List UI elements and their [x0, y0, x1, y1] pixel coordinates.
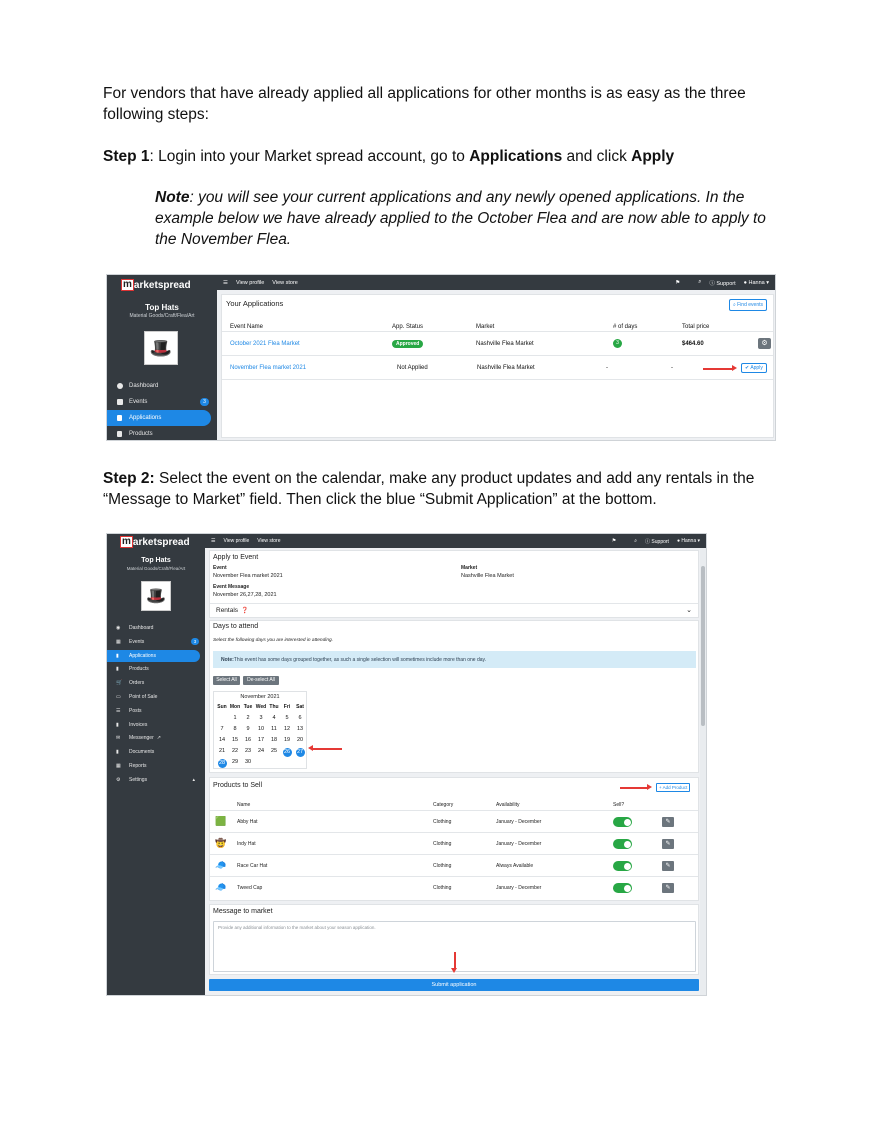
- event-message-value: November 26,27,28, 2021: [213, 592, 277, 598]
- vendor-name: Top Hats: [145, 303, 179, 312]
- calendar-day[interactable]: 8: [233, 726, 237, 732]
- scrollbar[interactable]: [700, 548, 706, 996]
- view-profile-link[interactable]: View profile: [235, 279, 265, 286]
- table-row: [222, 355, 773, 379]
- register-icon: ▭: [116, 694, 121, 700]
- table-row: [210, 810, 698, 832]
- calendar-day[interactable]: 20: [296, 737, 304, 743]
- sidebar-item-products[interactable]: [107, 427, 217, 441]
- brand-logo[interactable]: [120, 536, 190, 548]
- posts-icon: ☰: [116, 707, 121, 714]
- calendar-day[interactable]: 5: [285, 715, 289, 721]
- external-link-icon: ↗: [156, 735, 161, 742]
- calendar-icon: [117, 399, 123, 405]
- product-category: Clothing: [433, 841, 452, 847]
- calendar-day[interactable]: 12: [283, 726, 291, 732]
- total-price: -: [671, 364, 673, 371]
- calendar-day[interactable]: 17: [257, 737, 265, 743]
- calendar-day-selected[interactable]: 26: [283, 749, 291, 755]
- file-icon: ▮: [116, 652, 119, 659]
- product-availability: January - December: [496, 841, 542, 847]
- messenger-icon: ✉: [116, 735, 121, 742]
- calendar-day[interactable]: 25: [270, 748, 278, 754]
- weekday-label: Wed: [255, 704, 267, 710]
- sidebar-item-label: Invoices: [129, 721, 148, 728]
- calendar-day[interactable]: 24: [257, 748, 265, 754]
- calendar: [213, 691, 307, 769]
- header-status: App. Status: [392, 324, 424, 330]
- step1-label: Step 1: [103, 148, 150, 165]
- header-category: Category: [433, 802, 454, 808]
- info-note-label: Note:: [221, 656, 234, 663]
- sidebar-item-dashboard[interactable]: [107, 622, 205, 634]
- calendar-day[interactable]: 1: [233, 715, 237, 721]
- product-availability: January - December: [496, 885, 542, 891]
- sidebar-item-label: Applications: [129, 652, 156, 659]
- sidebar-item-invoices[interactable]: [107, 719, 205, 731]
- vendor-name: Top Hats: [141, 557, 171, 564]
- sidebar-item-label: Events: [129, 638, 145, 645]
- sidebar: [107, 275, 217, 441]
- table-divider: [222, 379, 773, 380]
- calendar-day[interactable]: 15: [231, 737, 239, 743]
- weekday-label: Thu: [269, 704, 279, 710]
- table-row: [210, 876, 698, 898]
- step1-text-a: : Login into your Market spread account, go to: [149, 148, 470, 165]
- settings-icon: ⚙: [116, 776, 121, 783]
- total-price: $464.60: [682, 340, 704, 347]
- weekday-label: Mon: [229, 704, 241, 710]
- product-thumbnail: 🧢: [215, 882, 227, 892]
- header-availability: Availability: [496, 802, 520, 808]
- calendar-day[interactable]: 13: [296, 726, 304, 732]
- calendar-day[interactable]: 30: [244, 759, 252, 765]
- sidebar-item-events[interactable]: [107, 395, 217, 409]
- applications-card: [221, 294, 774, 438]
- event-value: November Flea market 2021: [213, 573, 283, 579]
- days-subtitle: Select the following days you are interested in attending.: [213, 638, 333, 643]
- calendar-month: November 2021: [240, 694, 280, 700]
- event-link[interactable]: November Flea market 2021: [230, 364, 307, 371]
- weekday-label: Fri: [283, 704, 291, 710]
- logo-text: arketspread: [132, 536, 190, 548]
- sidebar-item-label: Point of Sale: [129, 694, 158, 700]
- calendar-icon: ▦: [116, 638, 121, 645]
- calendar-day[interactable]: 29: [231, 759, 239, 765]
- sidebar-item-label: Products: [129, 431, 153, 437]
- event-label: Event: [213, 565, 227, 571]
- product-thumbnail: 🤠: [215, 838, 227, 848]
- red-arrow-add-product: [620, 787, 648, 789]
- sidebar-item-events[interactable]: [107, 636, 205, 648]
- sidebar-item-label: Reports: [129, 763, 147, 769]
- events-count-badge: 3: [191, 638, 199, 645]
- sidebar-item-point-of-sale[interactable]: [107, 691, 205, 703]
- logo-mark: m: [123, 279, 132, 290]
- info-note: [213, 651, 696, 668]
- step1-text-b: and click: [562, 148, 632, 165]
- flag-icon[interactable]: ⚑: [611, 538, 617, 544]
- top-bar: [205, 534, 706, 548]
- table-row: [210, 832, 698, 854]
- calendar-day[interactable]: 18: [270, 737, 278, 743]
- sidebar-item-label: Documents: [129, 749, 155, 756]
- user-menu[interactable]: ● Hanna ▾: [676, 538, 700, 544]
- header-name: Name: [237, 802, 251, 808]
- sidebar-item-reports[interactable]: [107, 760, 205, 772]
- days-count: 3: [613, 339, 622, 348]
- sidebar-item-posts[interactable]: [107, 705, 205, 717]
- sidebar-item-label: Dashboard: [129, 625, 154, 631]
- weekday-label: Sun: [217, 704, 227, 710]
- days-count: -: [606, 364, 608, 371]
- note-paragraph: [155, 187, 775, 250]
- product-name: Abby Hat: [237, 819, 258, 825]
- weekday-label: Sat: [296, 704, 304, 710]
- sidebar-item-messenger[interactable]: [107, 732, 205, 744]
- note-label: Note: [155, 189, 190, 206]
- sidebar-item-applications[interactable]: [107, 410, 211, 426]
- edit-icon[interactable]: ✎: [662, 839, 674, 849]
- find-events-label: Find events: [737, 302, 763, 308]
- apply-button[interactable]: ✔ Apply: [741, 363, 767, 373]
- status-text: Not Applied: [397, 364, 428, 371]
- sidebar-item-label: Orders: [129, 680, 145, 687]
- calendar-day[interactable]: 14: [218, 737, 226, 743]
- product-thumbnail: 🧢: [215, 860, 227, 870]
- step2-paragraph: [103, 468, 783, 510]
- apply-title: Apply to Event: [213, 554, 259, 561]
- sidebar-item-label: Posts: [129, 707, 142, 714]
- dashboard-icon: ◉: [116, 625, 121, 631]
- brand-logo[interactable]: [121, 279, 191, 291]
- header-price: Total price: [682, 324, 710, 330]
- gear-icon[interactable]: ⚙: [758, 338, 771, 349]
- market-value: Nashville Flea Market: [461, 573, 514, 579]
- calendar-day[interactable]: 2: [246, 715, 250, 721]
- step2-label: Step 2:: [103, 470, 155, 487]
- sell-toggle[interactable]: [613, 817, 632, 827]
- calendar-day[interactable]: 16: [244, 737, 252, 743]
- file-icon: [117, 415, 122, 421]
- search-icon[interactable]: ⌕: [634, 538, 638, 544]
- calendar-day[interactable]: 4: [272, 715, 276, 721]
- info-note-text: This event has some days grouped together, as such a single selection will sometimes include more than one day.: [233, 656, 487, 663]
- reports-icon: ▦: [116, 763, 121, 769]
- product-name: Race Car Hat: [237, 863, 268, 869]
- step1-bold-apply: Apply: [631, 148, 675, 165]
- header-event: Event Name: [230, 324, 264, 330]
- scrollbar-thumb[interactable]: [701, 566, 705, 726]
- calendar-day-selected[interactable]: 27: [296, 749, 304, 755]
- red-arrow-calendar: [312, 748, 342, 750]
- sidebar-item-orders[interactable]: [107, 677, 205, 689]
- user-menu[interactable]: ● Hanna ▾: [743, 279, 769, 286]
- view-profile-link[interactable]: View profile: [223, 538, 250, 544]
- product-availability: Always Available: [496, 863, 534, 869]
- calendar-day[interactable]: 11: [271, 726, 277, 732]
- calendar-day[interactable]: 10: [257, 726, 265, 732]
- submit-application-button[interactable]: Submit application: [209, 979, 699, 991]
- sell-toggle[interactable]: [613, 861, 632, 871]
- calendar-day[interactable]: 6: [298, 715, 302, 721]
- weekday-label: Tue: [243, 704, 253, 710]
- calendar-day-selected[interactable]: 28: [218, 760, 226, 766]
- market-name: Nashville Flea Market: [476, 340, 534, 347]
- applications-title: Your Applications: [226, 299, 284, 308]
- flag-icon[interactable]: ⚑: [675, 279, 681, 286]
- events-count-badge: 3: [200, 398, 209, 406]
- event-message-label: Event Message: [213, 584, 250, 590]
- rentals-label: Rentals: [216, 607, 239, 614]
- support-link[interactable]: ⓘ Support: [709, 280, 736, 287]
- caret-up-icon: ▴: [192, 776, 195, 783]
- document-icon: ▮: [116, 749, 119, 756]
- red-arrow-apply: [703, 368, 733, 370]
- header-days: # of days: [613, 324, 638, 330]
- add-product-button[interactable]: + Add Product: [656, 783, 690, 792]
- invoice-icon: ▮: [116, 721, 119, 728]
- vendor-avatar: 🎩: [144, 331, 178, 365]
- select-all-button[interactable]: Select All: [213, 676, 240, 685]
- intro-paragraph: For vendors that have already applied all applications for other months is as easy as the three following steps:: [103, 85, 746, 123]
- deselect-all-button[interactable]: De-select All: [243, 676, 279, 685]
- days-card: [209, 620, 699, 773]
- screenshot-applications: [106, 274, 776, 441]
- header-sell: Sell?: [613, 802, 625, 808]
- vendor-avatar: 🎩: [141, 581, 171, 611]
- calendar-day[interactable]: 7: [220, 726, 224, 732]
- calendar-day[interactable]: 21: [218, 748, 226, 754]
- product-icon: ▮: [116, 666, 119, 673]
- view-store-link[interactable]: View store: [272, 279, 298, 286]
- menu-icon[interactable]: ☰: [211, 538, 216, 544]
- sidebar-item-settings[interactable]: [107, 774, 205, 786]
- product-category: Clothing: [433, 885, 452, 891]
- calendar-day[interactable]: 9: [246, 726, 250, 732]
- logo-mark: m: [122, 536, 131, 547]
- sidebar-item-documents[interactable]: [107, 746, 205, 758]
- user-name: Hanna: [748, 279, 765, 286]
- edit-icon[interactable]: ✎: [662, 817, 674, 827]
- top-bar: [217, 275, 775, 290]
- support-label: Support: [716, 280, 736, 287]
- header-market: Market: [476, 324, 495, 330]
- status-badge: Approved: [392, 340, 423, 348]
- market-label: Market: [461, 565, 478, 571]
- apply-label: Apply: [750, 364, 763, 371]
- product-thumbnail: 🟩: [215, 816, 227, 826]
- screenshot-apply-to-event: [106, 533, 707, 996]
- calendar-day[interactable]: 22: [231, 748, 239, 754]
- market-name: Nashville Flea Market: [477, 364, 535, 371]
- event-link[interactable]: October 2021 Flea Market: [230, 340, 300, 347]
- product-name: Tweed Cap: [237, 885, 263, 891]
- calendar-day[interactable]: 23: [244, 748, 252, 754]
- products-card: [209, 777, 699, 901]
- note-text: : you will see your current applications and any newly opened applications. In the example below we have already applied to the October Flea and are now able to apply to the November Flea.: [155, 189, 766, 248]
- calendar-day[interactable]: 3: [259, 715, 263, 721]
- view-store-link[interactable]: View store: [257, 538, 281, 544]
- calendar-day[interactable]: 19: [283, 737, 291, 743]
- menu-icon[interactable]: ☰: [223, 279, 228, 286]
- message-title: Message to market: [213, 908, 273, 915]
- user-name: Hanna: [681, 538, 697, 544]
- search-icon[interactable]: ⌕: [698, 279, 702, 285]
- rentals-accordion[interactable]: [210, 603, 698, 618]
- step1-bold-applications: Applications: [469, 148, 563, 165]
- dashboard-icon: [117, 383, 123, 389]
- days-title: Days to attend: [213, 623, 259, 630]
- sidebar-item-label: Events: [129, 399, 148, 405]
- sidebar-item-label: Settings: [129, 776, 148, 783]
- sidebar-item-applications[interactable]: [107, 650, 200, 662]
- sidebar-item-products[interactable]: [107, 663, 205, 675]
- table-row: [222, 331, 773, 355]
- sell-toggle[interactable]: [613, 883, 632, 893]
- edit-icon[interactable]: ✎: [662, 883, 674, 893]
- product-category: Clothing: [433, 863, 452, 869]
- find-events-button[interactable]: ⌕ Find events: [729, 299, 767, 311]
- sidebar-item-label: Products: [129, 666, 149, 673]
- product-availability: January - December: [496, 819, 542, 825]
- chevron-down-icon[interactable]: ⌄: [686, 607, 692, 614]
- message-placeholder: Provide any additional information to the market about your season application.: [218, 925, 376, 930]
- step2-text: Select the event on the calendar, make any product updates and add any rentals in the “Message to Market” field. Then click the blue “Submit Application” at the bottom.: [103, 470, 755, 508]
- product-name: Indy Hat: [237, 841, 256, 847]
- table-row: [210, 854, 698, 876]
- edit-icon[interactable]: ✎: [662, 861, 674, 871]
- logo-text: arketspread: [133, 279, 191, 291]
- support-label: Support: [651, 538, 669, 545]
- support-link[interactable]: ⓘ Support: [645, 538, 669, 545]
- step1-paragraph: [103, 146, 783, 167]
- product-icon: [117, 431, 122, 437]
- cart-icon: 🛒: [116, 680, 123, 687]
- apply-event-card: [209, 550, 699, 618]
- red-arrow-submit: [454, 952, 456, 969]
- sidebar-item-dashboard[interactable]: [107, 379, 217, 393]
- product-category: Clothing: [433, 819, 452, 825]
- help-icon[interactable]: ❓: [241, 608, 249, 614]
- sidebar-item-label: Messenger: [129, 735, 154, 742]
- sidebar-item-label: Dashboard: [129, 383, 159, 389]
- sidebar-item-label: Applications: [129, 415, 162, 421]
- vendor-category: Material Goods/Craft/Flea/Art: [129, 313, 195, 319]
- sell-toggle[interactable]: [613, 839, 632, 849]
- products-title: Products to Sell: [213, 782, 263, 789]
- vendor-category: Material Goods/Craft/Flea/Art: [126, 566, 186, 571]
- sidebar: [107, 534, 205, 996]
